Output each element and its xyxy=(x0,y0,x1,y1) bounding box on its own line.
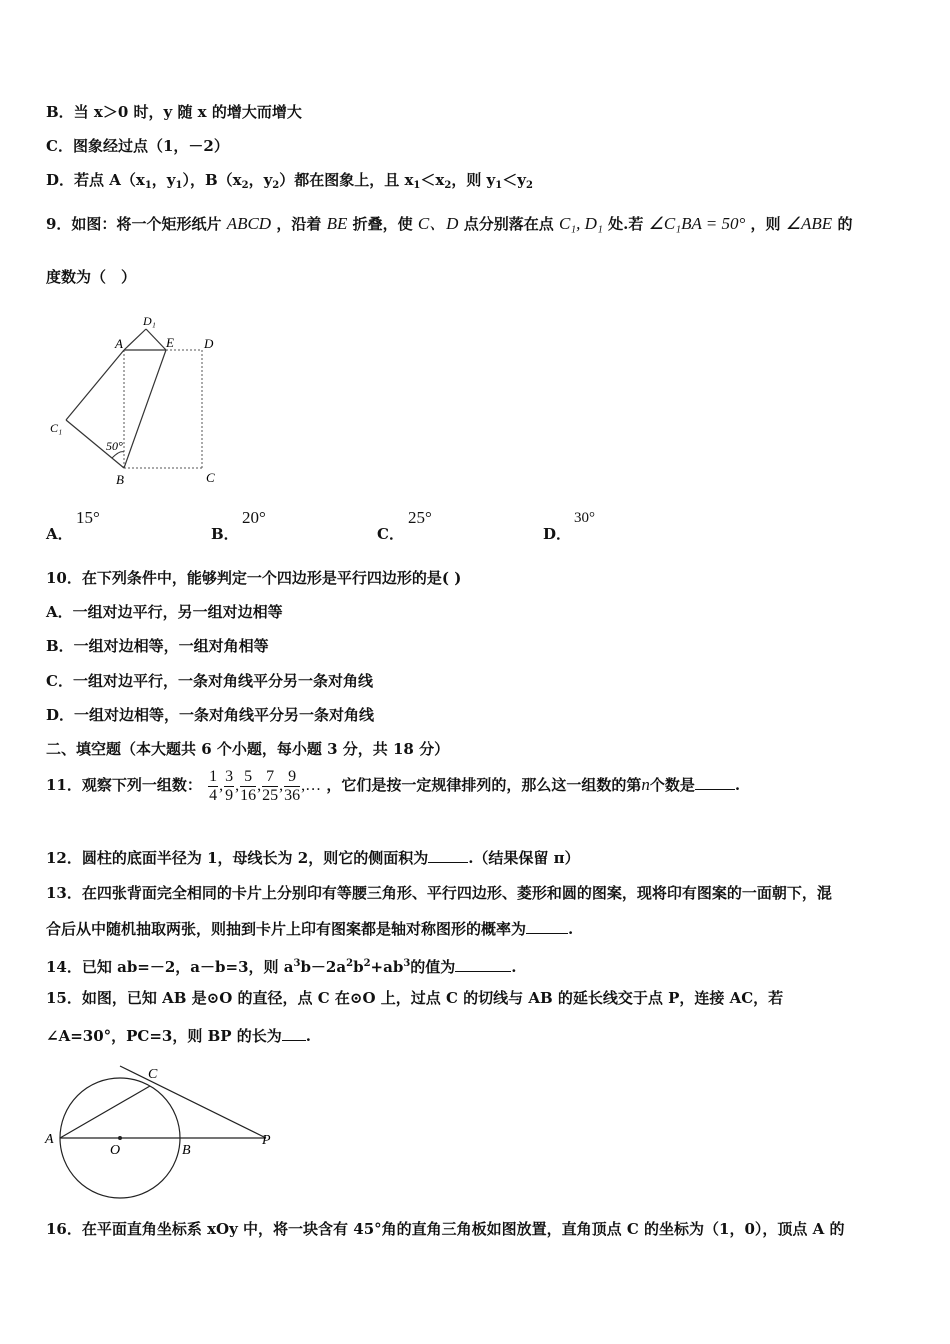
q9-stem-line2: 度数为（ ） xyxy=(46,268,137,286)
q9-option-a-letter: A． xyxy=(46,525,73,543)
fraction: $\frac{3}{9}$ xyxy=(225,767,234,804)
q16-line1: 16．在平面直角坐标系 xOy 中，将一块含有 45°角的直角三角板如图放置，直角顶点 C 的坐标为（1，0），顶点 A 的 xyxy=(46,1220,845,1238)
q15-circle-figure xyxy=(42,1060,282,1200)
fig9-label-d1: D₁ xyxy=(143,314,156,328)
q15-line1: 15．如图，已知 AB 是⊙O 的直径，点 C 在⊙O 上，过点 C 的切线与 AB 的延长线交于点 P，连接 AC，若 xyxy=(46,989,784,1007)
math-angle-c1ba: ∠C₁BA = 50° xyxy=(648,214,746,233)
math-cd: C、D xyxy=(417,214,459,233)
q8-option-c: C．图象经过点（1，－2） xyxy=(46,137,229,155)
fig15-label-c: C xyxy=(148,1067,158,1082)
fig15-label-p: P xyxy=(262,1133,271,1148)
fraction: $\frac{7}{25}$ xyxy=(262,767,279,804)
q13-line2: 合后从中随机抽取两张，则抽到卡片上印有图案都是轴对称图形的概率为 . xyxy=(46,920,574,938)
q15-line2: ∠A=30°，PC=3，则 BP 的长为 . xyxy=(46,1027,312,1045)
q9-option-c-letter: C． xyxy=(377,525,404,543)
fraction: $\frac{5}{16}$ xyxy=(240,767,257,804)
q13-line1: 13．在四张背面完全相同的卡片上分别印有等腰三角形、平行四边形、菱形和圆的图案，现将印有图案的一面朝下，混 xyxy=(46,884,832,902)
math-abcd: ABCD xyxy=(226,214,272,233)
q10-option-b: B．一组对边相等，一组对角相等 xyxy=(46,637,269,655)
q9-option-a-value: 15° xyxy=(76,508,100,527)
fig9-label-c: C xyxy=(206,470,215,485)
answer-blank xyxy=(428,862,468,863)
q10-option-c: C．一组对边平行，一条对角线平分另一条对角线 xyxy=(46,672,373,690)
fig15-label-b: B xyxy=(182,1143,191,1158)
fig15-label-a: A xyxy=(45,1132,54,1147)
math-c1d1: C₁, D₁ xyxy=(558,214,603,233)
answer-blank xyxy=(526,933,568,934)
fig9-label-d: D xyxy=(204,336,214,351)
answer-blank xyxy=(282,1040,306,1041)
fig9-label-angle: 50° xyxy=(106,439,123,453)
math-angle-abe: ∠ABE xyxy=(785,214,833,233)
answer-blank xyxy=(455,971,511,972)
q12-stem: 12．圆柱的底面半径为 1，母线长为 2，则它的侧面积为 .（结果保留 π） xyxy=(46,849,580,867)
q9-option-b-value: 20° xyxy=(242,508,266,527)
q9-option-d-value: 30° xyxy=(574,510,595,526)
answer-blank xyxy=(695,789,735,790)
fig9-label-e: E xyxy=(166,335,174,350)
q8-option-d: D．若点 $A(x_1$，$y_1$），$B(x_2$，$y_2$）都在图象上，且 $x_1<x_2$，则 $y_1<y_2$ xyxy=(46,171,533,191)
math-be: BE xyxy=(326,214,348,233)
section-2-heading: 二、填空题（本大题共 6 个小题，每小题 3 分，共 18 分） xyxy=(46,740,450,758)
q9-fold-figure xyxy=(44,312,234,492)
q10-stem: 10．在下列条件中，能够判定一个四边形是平行四边形的是( ) xyxy=(46,569,462,587)
q8-option-b: B．当 x＞0 时，y 随 x 的增大而增大 xyxy=(46,103,302,121)
fig15-label-o: O xyxy=(110,1143,121,1158)
q10-option-d: D．一组对边相等，一条对角线平分另一条对角线 xyxy=(46,706,375,724)
q9-option-c-value: 25° xyxy=(408,508,432,527)
fig9-label-c1: C₁ xyxy=(50,421,63,435)
fraction: $\frac{1}{4}$ xyxy=(209,767,218,804)
q14-stem: 14．已知 ab=－2，a－b=3，则 $a^3b-2a^2b^2+ab^3$的值为 . xyxy=(46,958,517,976)
q9-option-d-letter: D． xyxy=(543,525,572,543)
q11-stem: 11．观察下列一组数： $\frac{1}{4}$ , $\frac{3}{9}$ , $\frac{5}{16}$ , $\frac{7}{25}$ , $\frac{9}{36}$ ,… ，它们是按一定规律排列的，那么这一组数的第n个数是 . xyxy=(46,767,741,804)
q9-option-b-letter: B． xyxy=(211,525,239,543)
fraction: $\frac{9}{36}$ xyxy=(284,767,301,804)
fig9-label-b: B xyxy=(116,472,124,487)
q10-option-a: A．一组对边平行，另一组对边相等 xyxy=(46,603,283,621)
q9-stem: 9．如图：将一个矩形纸片 ABCD ，沿着 BE 折叠，使 C、D 点分别落在点 C₁, D₁ 处.若 ∠C₁BA = 50° ，则 ∠ABE 的 xyxy=(46,214,853,233)
fig9-label-a: A xyxy=(115,336,123,351)
